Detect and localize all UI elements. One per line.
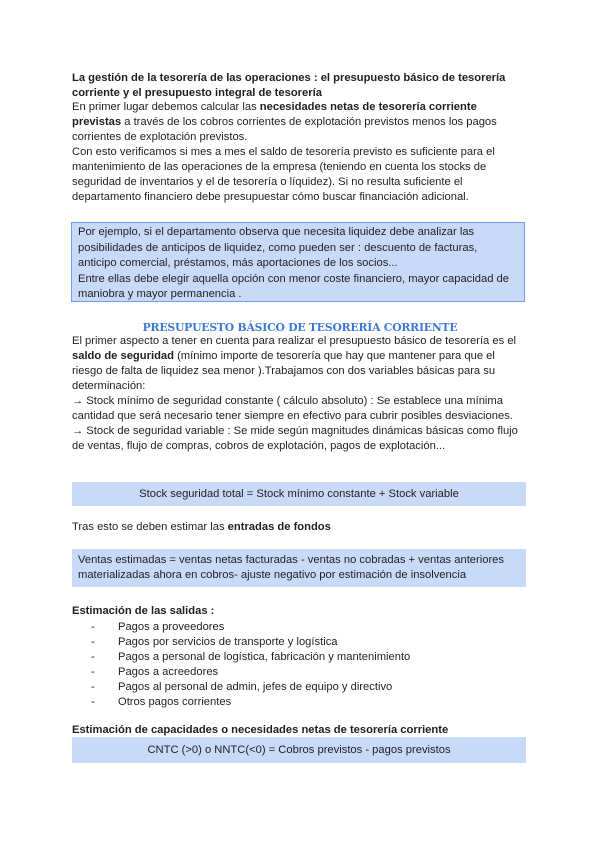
formula-cntc-nntc: CNTC (>0) o NNTC(<0) = Cobros previstos - pagos previstos (72, 737, 526, 763)
stock-variable-paragraph: → Stock de seguridad variable : Se mide según magnitudes dinámicas básicas como flujo de ventas, flujo de compras, cobros de explotación, pagos de explotación... (72, 425, 518, 452)
list-dash: - (91, 696, 95, 708)
list-item (72, 695, 528, 710)
list-item-text: Pagos a proveedores (118, 621, 225, 633)
note-paragraph: Entre ellas debe elegir aquella opción con menor coste financiero, mayor capacidad de maniobra y mayor permanencia . (78, 272, 509, 300)
section-heading: PRESUPUESTO BÁSICO DE TESORERÍA CORRIENTE (142, 321, 458, 334)
paragraph-entradas (72, 520, 528, 535)
list-item (72, 680, 528, 695)
salidas-list (72, 620, 528, 710)
list-item-text: Pagos a personal de logística, fabricación y mantenimiento (118, 651, 411, 663)
paragraph-text: a través de los cobros corrientes de explotación previstos menos los pagos corrientes de explotación previstos. (72, 116, 497, 143)
list-dash: - (91, 651, 95, 663)
paragraph-text: En primer lugar debemos calcular las (72, 101, 260, 113)
bold-term: entradas de fondos (227, 521, 331, 533)
list-dash: - (91, 666, 95, 678)
note-paragraph: Por ejemplo, si el departamento observa que necesita liquidez debe analizar las posibilidades de anticipos de liquidez, como pueden ser : descuento de facturas, anticipo comercial, préstamos, más aportaciones de los socios... (78, 226, 478, 269)
list-item (72, 650, 528, 665)
bold-term: saldo de seguridad (72, 350, 174, 362)
paragraph-text: Tras esto se deben estimar las (72, 521, 228, 533)
formula-ventas-estimadas: Ventas estimadas = ventas netas facturadas - ventas no cobradas + ventas anteriores materializadas ahora en cobros- ajuste negativo por estimación de insolvencia (72, 549, 526, 587)
capacidades-heading: Estimación de capacidades o necesidades netas de tesorería corriente (72, 724, 449, 736)
paragraph-saldo (72, 334, 528, 394)
paragraph-verificacion: Con esto verificamos si mes a mes el saldo de tesorería previsto es suficiente para el mantenimiento de las operaciones de la empresa (teniendo en cuenta los stocks de seguridad de inventarios y el de tesorería o líquidez). Si no resulta suficiente el departamento financiero debe presupuestar cómo buscar financiación adicional. (72, 146, 495, 203)
formula-stock-seguridad: Stock seguridad total = Stock mínimo constante + Stock variable (72, 482, 526, 506)
section-title: La gestión de la tesorería de las operaciones : el presupuesto básico de tesorería corriente y el presupuesto integral de tesorería (72, 72, 506, 99)
stock-minimo-paragraph: → Stock mínimo de seguridad constante ( cálculo absoluto) : Se establece una mínima cantidad que será necesario tener siempre en efectivo para cubrir posibles desviaciones. (72, 395, 513, 422)
section-tesoreria-operaciones (72, 71, 528, 205)
paragraph-text: El primer aspecto a tener en cuenta para realizar el presupuesto básico de tesorería es el (72, 335, 517, 347)
example-note-box (71, 222, 525, 302)
salidas-heading: Estimación de las salidas : (72, 605, 215, 617)
list-item-text: Pagos a acreedores (118, 666, 219, 678)
list-dash: - (91, 621, 95, 633)
section-presupuesto-basico (72, 334, 528, 454)
list-item-text: Otros pagos corrientes (118, 696, 232, 708)
paragraph-text: (mínimo importe de tesorería que hay que mantener para que el riesgo de falta de liquidez sea menor ).Trabajamos con dos variables básicas para su determinación: (72, 350, 496, 392)
list-dash: - (91, 681, 95, 693)
list-item-text: Pagos por servicios de transporte y logística (118, 636, 338, 648)
list-dash: - (91, 636, 95, 648)
list-item (72, 635, 528, 650)
bold-term: necesidades netas de tesorería corriente previstas (72, 101, 477, 128)
list-item (72, 665, 528, 680)
list-item-text: Pagos al personal de admin, jefes de equipo y directivo (118, 681, 393, 693)
paragraph-necesidades (72, 100, 528, 145)
list-item (72, 620, 528, 635)
